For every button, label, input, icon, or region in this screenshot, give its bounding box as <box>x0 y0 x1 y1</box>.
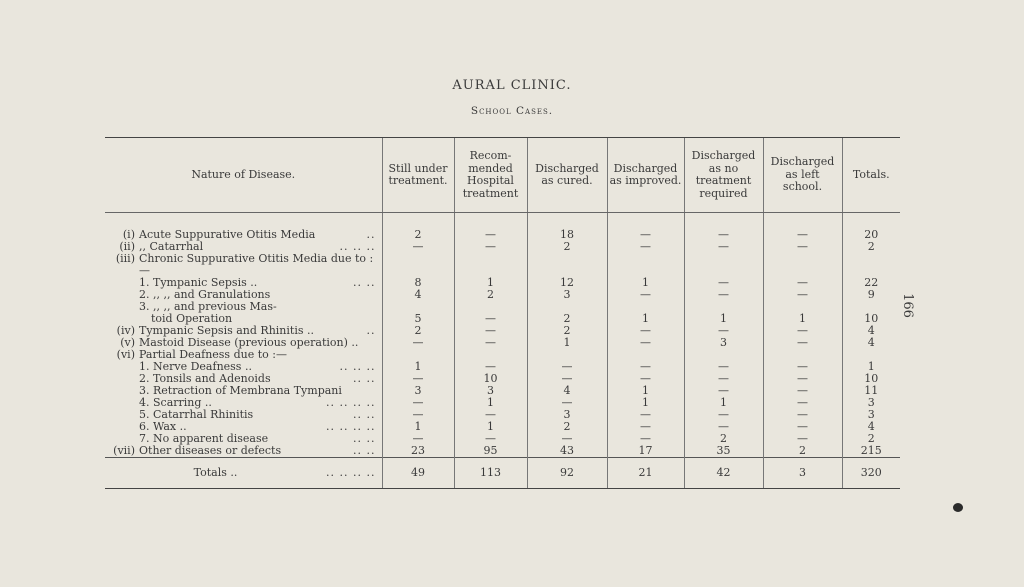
value-cell: 1 <box>684 313 763 325</box>
disease-label: 3. ,, ,, and previous Mas- <box>139 300 277 313</box>
value-cell: — <box>382 397 454 409</box>
disease-label: Partial Deafness due to :— <box>139 348 287 361</box>
leader-dots: .. .. .. .. <box>326 466 376 479</box>
value-cell: 1 <box>607 385 684 397</box>
value-cell: — <box>763 409 842 421</box>
value-cell: — <box>684 325 763 337</box>
row-number: (vii) <box>113 444 135 457</box>
value-cell: 12 <box>527 277 607 289</box>
table-row <box>105 253 900 277</box>
disease-label: Chronic Suppurative Otitis Media due to :— <box>139 252 374 277</box>
value-cell: — <box>763 277 842 289</box>
value-cell: 35 <box>684 445 763 458</box>
page-number: 166 <box>899 293 915 318</box>
value-cell: 1 <box>382 421 454 433</box>
value-cell: — <box>527 433 607 445</box>
value-cell: — <box>684 421 763 433</box>
row-number: (i) <box>122 228 135 241</box>
value-cell: 2 <box>527 241 607 253</box>
value-cell: 4 <box>842 421 900 433</box>
value-cell: 113 <box>454 458 527 489</box>
value-cell: — <box>763 289 842 301</box>
row-number: (vi) <box>116 348 135 361</box>
row-number: (v) <box>120 336 135 349</box>
page-subtitle: School Cases. <box>470 105 554 117</box>
leader-dots: .. .. <box>353 444 376 457</box>
disease-cell <box>105 445 382 458</box>
value-cell: — <box>684 409 763 421</box>
value-cell: 3 <box>454 385 527 397</box>
value-cell: — <box>382 409 454 421</box>
disease-cell <box>105 253 382 277</box>
value-cell: 2 <box>382 229 454 241</box>
value-cell: 20 <box>842 229 900 241</box>
value-cell: 1 <box>842 361 900 373</box>
value-cell: — <box>454 337 527 349</box>
disease-cell <box>105 458 382 489</box>
disease-label: 1. Tympanic Sepsis .. <box>139 276 258 289</box>
value-cell: — <box>763 337 842 349</box>
value-cell: — <box>607 373 684 385</box>
value-cell: — <box>527 361 607 373</box>
value-cell: 3 <box>382 385 454 397</box>
value-cell: — <box>454 241 527 253</box>
leader-dots: .. <box>366 228 376 241</box>
value-cell: — <box>684 373 763 385</box>
value-cell: 8 <box>382 277 454 289</box>
value-cell: 215 <box>842 445 900 458</box>
leader-dots: .. .. .. <box>339 240 376 253</box>
value-cell: — <box>607 421 684 433</box>
disease-label: 3. Retraction of Membrana Tympani <box>139 384 342 397</box>
value-cell: — <box>763 433 842 445</box>
value-cell: 1 <box>454 277 527 289</box>
disease-label: 6. Wax .. <box>139 420 187 433</box>
row-number: (iv) <box>116 324 135 337</box>
disease-label: 2. ,, ,, and Granulations <box>139 288 271 301</box>
leader-dots: .. .. <box>353 372 376 385</box>
disease-label: Other diseases or defects <box>139 444 282 457</box>
disease-label: toid Operation <box>151 312 233 325</box>
spacer-row <box>105 213 900 230</box>
value-cell: 1 <box>763 313 842 325</box>
value-cell: — <box>763 241 842 253</box>
value-cell: 3 <box>684 337 763 349</box>
value-cell: 1 <box>454 421 527 433</box>
value-cell: — <box>607 409 684 421</box>
value-cell: 3 <box>842 397 900 409</box>
value-cell: 3 <box>527 409 607 421</box>
value-cell <box>382 253 454 277</box>
header-nature: Nature of Disease. <box>105 138 382 213</box>
value-cell: — <box>382 337 454 349</box>
value-cell: 3 <box>842 409 900 421</box>
disease-label: 1. Nerve Deafness .. <box>139 360 252 373</box>
value-cell <box>527 253 607 277</box>
aural-clinic-table <box>105 137 900 489</box>
leader-dots: .. .. .. <box>339 360 376 373</box>
disease-label: Tympanic Sepsis and Rhinitis .. <box>139 324 314 337</box>
header-left-school: Discharged as left school. <box>763 138 842 213</box>
value-cell: — <box>607 241 684 253</box>
value-cell <box>842 253 900 277</box>
value-cell: 23 <box>382 445 454 458</box>
value-cell: — <box>454 229 527 241</box>
table-header-row <box>105 138 900 213</box>
value-cell: — <box>684 229 763 241</box>
value-cell: — <box>763 385 842 397</box>
value-cell: 95 <box>454 445 527 458</box>
value-cell: 1 <box>607 397 684 409</box>
value-cell: 10 <box>842 373 900 385</box>
value-cell: 2 <box>842 433 900 445</box>
value-cell: — <box>454 313 527 325</box>
table-row <box>105 229 900 241</box>
value-cell: 4 <box>382 289 454 301</box>
disease-label: Totals .. <box>193 466 238 479</box>
page-title: AURAL CLINIC. <box>452 78 572 93</box>
value-cell: 1 <box>527 337 607 349</box>
value-cell: 1 <box>454 397 527 409</box>
value-cell: — <box>763 361 842 373</box>
value-cell: — <box>607 229 684 241</box>
value-cell: — <box>684 289 763 301</box>
table-row <box>105 458 900 489</box>
value-cell: 3 <box>763 458 842 489</box>
value-cell: 1 <box>607 313 684 325</box>
value-cell: — <box>763 373 842 385</box>
value-cell: 10 <box>454 373 527 385</box>
value-cell: 1 <box>382 361 454 373</box>
header-cured: Discharged as cured. <box>527 138 607 213</box>
value-cell: 3 <box>527 289 607 301</box>
value-cell: 92 <box>527 458 607 489</box>
disease-label: 2. Tonsils and Adenoids <box>139 372 271 385</box>
ink-spot <box>953 503 963 512</box>
disease-label: 4. Scarring .. <box>139 396 212 409</box>
value-cell: — <box>763 397 842 409</box>
value-cell <box>607 253 684 277</box>
value-cell: — <box>454 361 527 373</box>
value-cell: 2 <box>527 313 607 325</box>
table-row <box>105 409 900 421</box>
value-cell: 43 <box>527 445 607 458</box>
disease-label: 7. No apparent disease <box>139 432 269 445</box>
table-row <box>105 445 900 458</box>
value-cell: 1 <box>684 397 763 409</box>
value-cell: — <box>454 409 527 421</box>
leader-dots: .. <box>366 324 376 337</box>
value-cell: 4 <box>527 385 607 397</box>
value-cell: 18 <box>527 229 607 241</box>
value-cell: 21 <box>607 458 684 489</box>
header-recommended: Recom-mended Hospital treatment <box>454 138 527 213</box>
value-cell: — <box>454 325 527 337</box>
header-no-treatment: Discharged as no treatment required <box>684 138 763 213</box>
value-cell: 2 <box>842 241 900 253</box>
value-cell: — <box>763 325 842 337</box>
table-row <box>105 385 900 397</box>
value-cell: 42 <box>684 458 763 489</box>
disease-label: Mastoid Disease (previous operation) .. <box>139 336 359 349</box>
value-cell <box>684 253 763 277</box>
value-cell: — <box>684 361 763 373</box>
value-cell: 4 <box>842 325 900 337</box>
value-cell: — <box>684 385 763 397</box>
value-cell: 2 <box>763 445 842 458</box>
value-cell: — <box>684 241 763 253</box>
header-totals: Totals. <box>842 138 900 213</box>
leader-dots: .. .. <box>353 432 376 445</box>
disease-label: Acute Suppurative Otitis Media <box>139 228 316 241</box>
value-cell <box>454 253 527 277</box>
value-cell: 22 <box>842 277 900 289</box>
value-cell: — <box>607 433 684 445</box>
value-cell: — <box>607 361 684 373</box>
value-cell: — <box>607 337 684 349</box>
value-cell: 5 <box>382 313 454 325</box>
disease-label: ,, Catarrhal <box>139 240 204 253</box>
value-cell: 10 <box>842 313 900 325</box>
value-cell: — <box>382 373 454 385</box>
value-cell: — <box>607 325 684 337</box>
header-improved: Discharged as improved. <box>607 138 684 213</box>
value-cell: 49 <box>382 458 454 489</box>
value-cell: — <box>607 289 684 301</box>
disease-cell <box>105 301 382 313</box>
value-cell <box>763 253 842 277</box>
value-cell: 2 <box>454 289 527 301</box>
value-cell: 4 <box>842 337 900 349</box>
value-cell: 9 <box>842 289 900 301</box>
value-cell: 2 <box>527 325 607 337</box>
row-number: (iii) <box>115 252 135 265</box>
value-cell: — <box>763 229 842 241</box>
value-cell: — <box>382 433 454 445</box>
value-cell: — <box>527 373 607 385</box>
value-cell: 2 <box>382 325 454 337</box>
header-still: Still under treatment. <box>382 138 454 213</box>
value-cell: — <box>454 433 527 445</box>
value-cell: — <box>763 421 842 433</box>
value-cell: — <box>684 277 763 289</box>
leader-dots: .. .. <box>353 408 376 421</box>
value-cell: — <box>382 241 454 253</box>
leader-dots: .. .. .. .. <box>326 396 376 409</box>
value-cell: 320 <box>842 458 900 489</box>
value-cell: 11 <box>842 385 900 397</box>
disease-label: 5. Catarrhal Rhinitis <box>139 408 254 421</box>
leader-dots: .. .. .. .. <box>326 420 376 433</box>
value-cell: 17 <box>607 445 684 458</box>
row-number: (ii) <box>119 240 135 253</box>
value-cell: — <box>527 397 607 409</box>
value-cell: 2 <box>684 433 763 445</box>
value-cell: 1 <box>607 277 684 289</box>
leader-dots: .. .. <box>353 276 376 289</box>
value-cell: 2 <box>527 421 607 433</box>
